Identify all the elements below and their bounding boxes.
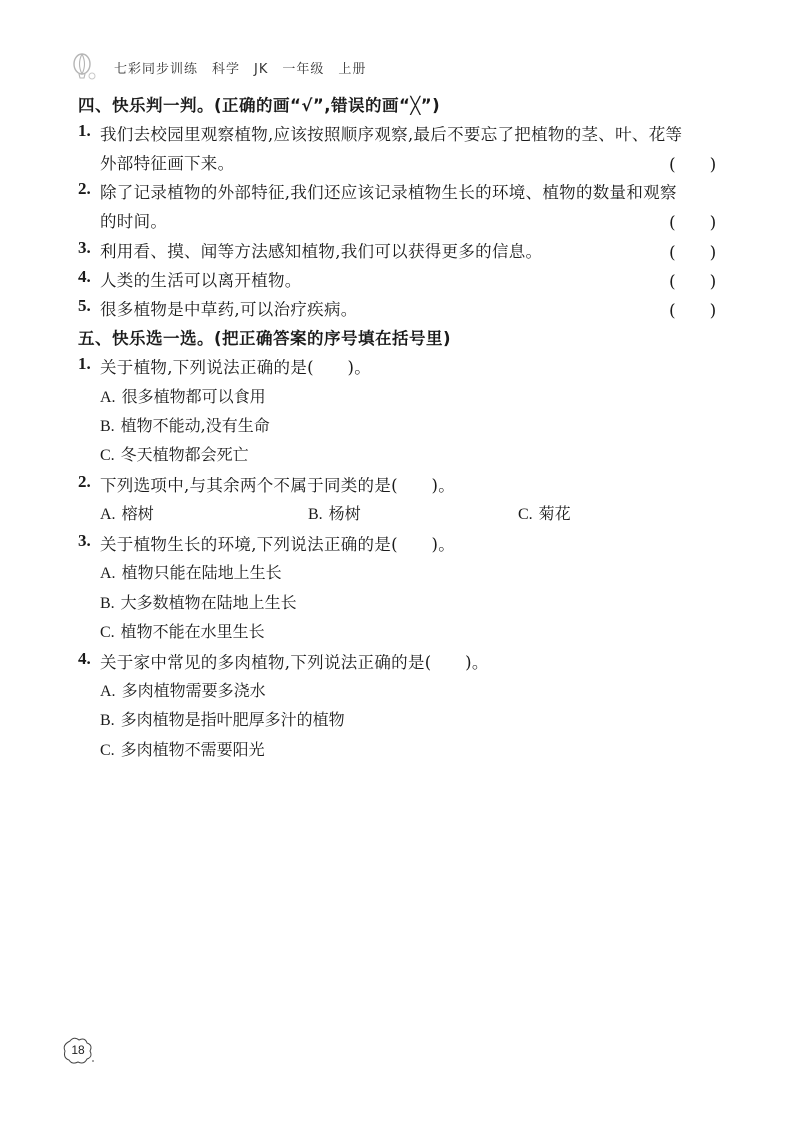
answer-blank[interactable]: ( ) bbox=[669, 272, 717, 292]
page-header bbox=[70, 52, 366, 82]
answer-blank[interactable]: ( ) bbox=[669, 155, 717, 175]
item-text-line: 很多植物是中草药,可以治疗疾病。 bbox=[100, 300, 358, 319]
question-stem: 关于植物,下列说法正确的是( )。 bbox=[100, 358, 372, 377]
question-stem: 关于植物生长的环境,下列说法正确的是( )。 bbox=[100, 535, 456, 554]
option-b[interactable]: B. 大多数植物在陆地上生长 bbox=[100, 593, 297, 612]
item-number: 1. bbox=[78, 121, 91, 140]
item-text-line: 外部特征画下来。 bbox=[100, 154, 235, 173]
item-number: 4. bbox=[78, 267, 91, 286]
item-text-line: 的时间。 bbox=[100, 212, 168, 231]
option-a[interactable]: A. 榕树 bbox=[100, 504, 154, 523]
option-c[interactable]: C. 多肉植物不需要阳光 bbox=[100, 740, 265, 759]
option-b[interactable]: B. 多肉植物是指叶肥厚多汁的植物 bbox=[100, 710, 345, 729]
option-b[interactable]: B. 杨树 bbox=[308, 504, 361, 523]
item-number: 5. bbox=[78, 296, 91, 315]
answer-blank[interactable]: ( ) bbox=[669, 213, 717, 233]
question-number: 2. bbox=[78, 472, 91, 491]
page-number-badge bbox=[60, 1035, 96, 1067]
option-a[interactable]: A. 很多植物都可以食用 bbox=[100, 387, 266, 406]
question-stem: 下列选项中,与其余两个不属于同类的是( )。 bbox=[100, 476, 456, 495]
book-series-title: 七彩同步训练 科学 JK 一年级 上册 bbox=[114, 61, 367, 77]
section4-title: 四、快乐判一判。(正确的画“√”,错误的画“╳”) bbox=[78, 96, 441, 115]
item-text-line: 利用看、摸、闻等方法感知植物,我们可以获得更多的信息。 bbox=[100, 242, 543, 261]
section5-title: 五、快乐选一选。(把正确答案的序号填在括号里) bbox=[78, 329, 452, 348]
option-c[interactable]: C. 冬天植物都会死亡 bbox=[100, 445, 249, 464]
option-a[interactable]: A. 多肉植物需要多浇水 bbox=[100, 681, 266, 700]
item-text-line: 我们去校园里观察植物,应该按照顺序观察,最后不要忘了把植物的茎、叶、花等 bbox=[100, 125, 683, 144]
answer-blank[interactable]: ( ) bbox=[669, 243, 717, 263]
item-text-line: 除了记录植物的外部特征,我们还应该记录植物生长的环境、植物的数量和观察 bbox=[100, 183, 677, 202]
option-a[interactable]: A. 植物只能在陆地上生长 bbox=[100, 563, 282, 582]
question-number: 1. bbox=[78, 354, 91, 373]
question-number: 4. bbox=[78, 649, 91, 668]
question-number: 3. bbox=[78, 531, 91, 550]
page-number: 18 bbox=[71, 1043, 85, 1057]
option-c[interactable]: C. 植物不能在水里生长 bbox=[100, 622, 265, 641]
item-number: 2. bbox=[78, 179, 91, 198]
balloon-logo-icon bbox=[70, 52, 104, 82]
item-number: 3. bbox=[78, 238, 91, 257]
answer-blank[interactable]: ( ) bbox=[669, 301, 717, 321]
item-text-line: 人类的生活可以离开植物。 bbox=[100, 271, 302, 290]
option-b[interactable]: B. 植物不能动,没有生命 bbox=[100, 416, 270, 435]
question-stem: 关于家中常见的多肉植物,下列说法正确的是( )。 bbox=[100, 653, 489, 672]
option-c[interactable]: C. 菊花 bbox=[518, 504, 571, 523]
